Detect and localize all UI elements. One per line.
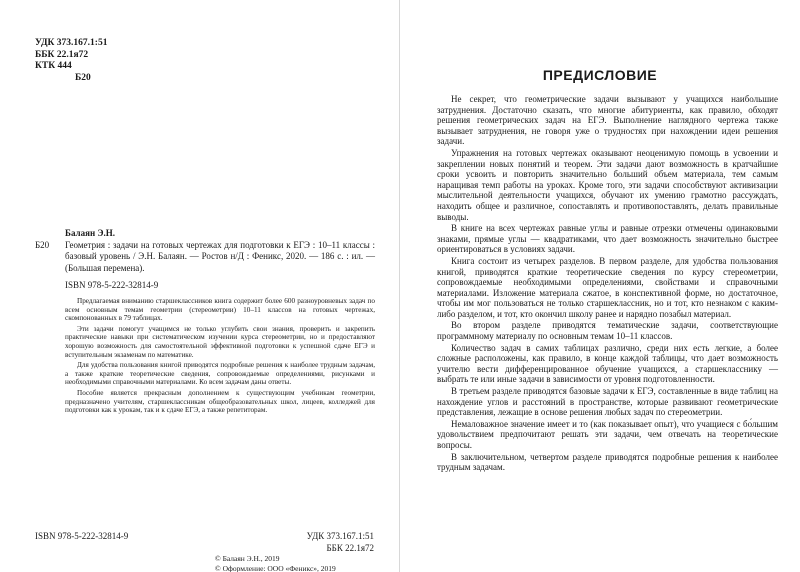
footer-codes xyxy=(307,531,374,554)
preface-paragraph: Количество задач в самих таблицах различно, среди них есть легкие, а более сложные расположены, как правило, в конце каждой таблицы, что дает возможность учителю вести дифференцированное обучение учащихся, а старшекласснику — выбрать те или иные задачи в зависимости от уровня подготовленности. xyxy=(437,342,778,385)
preface-paragraph: Немаловажное значение имеет и то (как показывает опыт), что учащиеся с бо́льшим удовольствием предпочитают решать эти задачи, чем отвечать на теоретические вопросы. xyxy=(437,418,778,450)
copyright-author: © Балаян Э.Н., 2019 xyxy=(215,554,280,563)
biblio-description: Геометрия : задачи на готовых чертежах для подготовки к ЕГЭ : 10–11 классы : базовый уровень / Э.Н. Балаян. — Ростов н/Д : Феникс, 2020. — 186 с. : ил. — (Большая перемена). xyxy=(65,239,375,273)
preface-paragraph: Во втором разделе приводятся тематические задачи, соответствующие программному материалу по основным темам 10–11 классов. xyxy=(437,320,778,342)
footer-isbn: ISBN 978-5-222-32814-9 xyxy=(35,531,129,541)
author-name: Балаян Э.Н. xyxy=(65,228,115,238)
catalog-codes xyxy=(35,38,107,84)
copyright-design: © Оформление: ООО «Феникс», 2019 xyxy=(215,563,336,572)
footer-udk: УДК 373.167.1:51 xyxy=(306,531,374,541)
footer-bbk: ББК 22.1я72 xyxy=(326,542,374,553)
annotation-paragraph: Предлагаемая вниманию старшеклассников книга содержит более 600 разноуровневых задач по всем основным темам геометрии (стереометрии) 10–11 классов на готовых чертежах, скомпонованных в 79 таблицах. xyxy=(65,297,375,323)
biblio-code: Б20 xyxy=(35,239,50,250)
annotation xyxy=(65,297,375,417)
preface-paragraph: В третьем разделе приводятся базовые задачи к ЕГЭ, составленные в виде таблиц на нахождение углов и расстояний в пространстве, которые развивают геометрические представления, лежащие в основе решения любых задач по стереометрии. xyxy=(437,386,778,418)
preface-paragraph: В книге на всех чертежах равные углы и равные отрезки отмечены одинаковыми знаками, прямые углы — квадратиками, что дает возможность значительно быстрее ориентироваться в условиях задачи. xyxy=(437,223,778,255)
right-page xyxy=(400,0,800,572)
preface-paragraph: В заключительном, четвертом разделе приводятся подробные решения к наиболее трудным задачам. xyxy=(437,451,778,473)
isbn: ISBN 978-5-222-32814-9 xyxy=(65,280,159,290)
preface-paragraph: Книга состоит из четырех разделов. В первом разделе, для удобства пользования книгой, приводятся краткие теоретические сведения по курсу стереометрии, сопровождаемые необходимыми определениями, свойствами и справочными материалами. Изложение материала сжатое, в конспективной форме, но достаточное, чтобы им мог пользоваться не только старшеклассник, но и тот, кто незнаком с каким-либо разделом, и тот, кто окончил школу ранее и нарядно позабыл материал. xyxy=(437,255,778,319)
annotation-paragraph: Эти задачи помогут учащимся не только углубить свои знания, проверить и закрепить практические навыки при систематическом изучении курса стереометрии, но и предоставляют хорошую возможность для самостоятельной эффективной подготовки к успешной сдаче ЕГЭ и вступительным экзаменам по математике. xyxy=(65,324,375,359)
preface-title: ПРЕДИСЛОВИЕ xyxy=(542,67,658,83)
copyright-block xyxy=(215,554,336,572)
preface-body xyxy=(437,94,778,474)
ktk-code: КТК 444 xyxy=(35,61,72,71)
preface-paragraph: Упражнения на готовых чертежах оказывают неоценимую помощь в усвоении и закреплении новых понятий и теорем. Эти задачи дают возможность в кратчайшие сроки усвоить и повторить значительно больший объем материала, тем самым наращивая темп работы на уроках. Кроме того, эти задачи способствуют активизации мыслительной деятельности учащихся, обучают их умению грамотно рассуждать, находить общее и различное, сопоставлять и противопоставлять, делать правильные выводы. xyxy=(437,147,778,222)
udk-code: УДК 373.167.1:51 xyxy=(35,38,108,48)
bibliographic-record xyxy=(35,228,375,292)
annotation-paragraph: Пособие является прекрасным дополнением к существующим учебникам геометрии, предназначено учителям, старшеклассникам общеобразовательных школ, лицеев, колледжей для подготовки как к урокам, так и к сдаче ЕГЭ, а также репетиторам. xyxy=(65,388,375,415)
preface-paragraph: Не секрет, что геометрические задачи вызывают у учащихся наибольшие затруднения. Достаточно сказать, что многие абитуриенты, как правило, обходят решения геометрических задач на ЕГЭ. Выполнение наглядного чертежа также вызывает затруднения, не говоря уже о трудностях при нахождении идеи решения задачи. xyxy=(437,94,778,147)
bbk-code: ББК 22.1я72 xyxy=(35,49,89,60)
author-mark: Б20 xyxy=(75,72,91,83)
annotation-paragraph: Для удобства пользования книгой приводятся подробные решения к наиболее трудным задачам, а также краткие теоретические сведения, сопровождаемые определениями, рисунками и необходимыми справочными материалами. Ко всем задачам даны ответы. xyxy=(65,361,375,387)
